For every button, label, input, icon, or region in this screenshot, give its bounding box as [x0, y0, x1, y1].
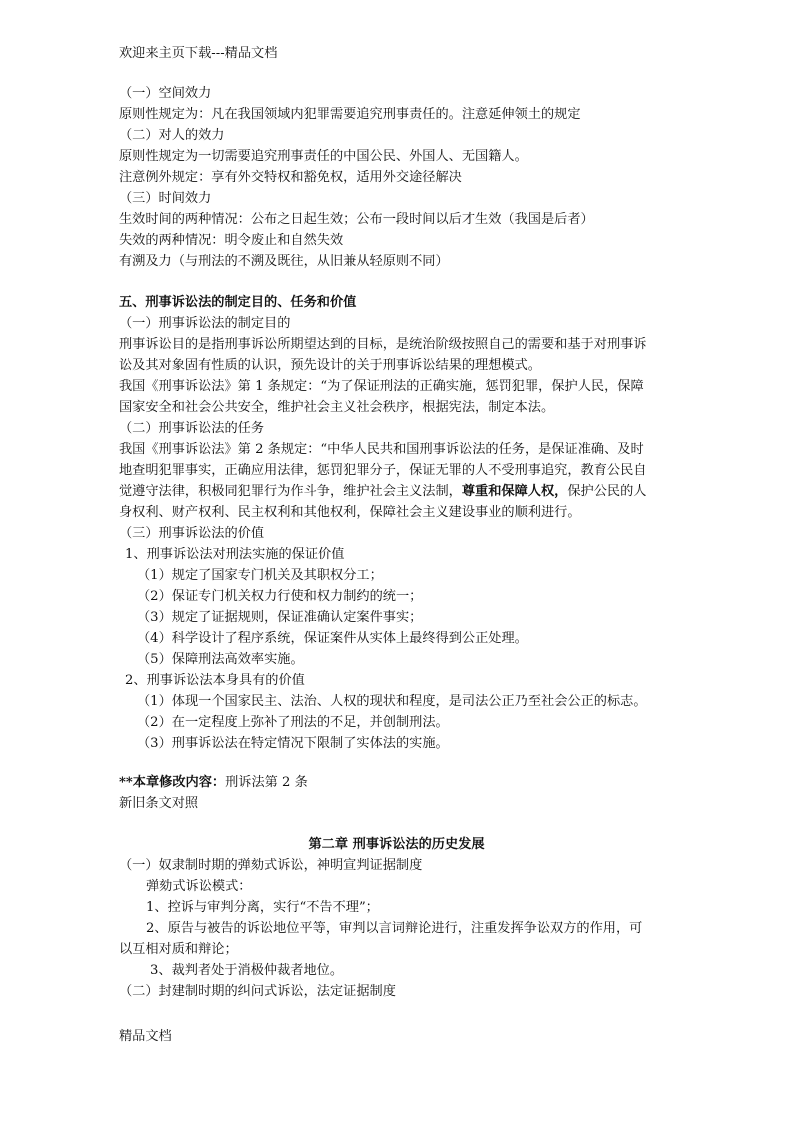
list-item: （1）规定了国家专门机关及其职权分工； [137, 568, 383, 583]
text-run: 保护公民的人 [567, 484, 647, 499]
list-item: （5）保障刑法高效率实施。 [137, 652, 304, 667]
list-item: 2、原告与被告的诉讼地位平等，审判以言词辩论进行，注重发挥争讼双方的作用，可 [146, 921, 643, 936]
subheading-time-effect: （三）时间效力 [119, 191, 212, 206]
subheading-personal-effect: （二）对人的效力 [119, 128, 225, 143]
list-item: （2）在一定程度上弥补了刑法的不足，并创制刑法。 [137, 715, 449, 730]
list-item: （1）体现一个国家民主、法治、人权的现状和程度，是司法公正乃至社会公正的标志。 [137, 694, 647, 709]
subheading-purpose: （一）刑事诉讼法的制定目的 [119, 316, 291, 331]
paragraph-line: 原则性规定为一切需要追究刑事责任的中国公民、外国人、无国籍人。 [119, 149, 528, 164]
subheading-slave-period: （一）奴隶制时期的弹劾式诉讼，神明宣判证据制度 [119, 858, 423, 873]
revision-value: 刑诉法第 2 条 [225, 775, 308, 790]
paragraph-line: 注意例外规定：享有外交特权和豁免权，适用外交途径解决 [119, 170, 462, 185]
paragraph-line: 地查明犯罪事实，正确应用法律，惩罚犯罪分子，保证无罪的人不受刑事追究，教育公民自 [119, 463, 647, 478]
list-heading: 1、刑事诉讼法对刑法实施的保证价值 [125, 547, 345, 562]
paragraph-line: 生效时间的两种情况：公布之日起生效；公布一段时间以后才生效（我国是后者） [119, 212, 594, 227]
paragraph-line: 刑事诉讼目的是指刑事诉讼所期望达到的目标，是统治阶级按照自己的需要和基于对刑事诉 [119, 337, 647, 352]
paragraph-line-with-emphasis [119, 481, 647, 502]
paragraph-line: 身权利、财产权利、民主权利和其他权利，保障社会主义建设事业的顺利进行。 [119, 505, 581, 520]
paragraph-line: 原则性规定为：凡在我国领域内犯罪需要追究刑事责任的。注意延伸领土的规定 [119, 107, 581, 122]
list-item: （4）科学设计了程序系统，保证案件从实体上最终得到公正处理。 [137, 631, 528, 646]
list-item: （3）刑事诉讼法在特定情况下限制了实体法的实施。 [137, 736, 449, 751]
list-item: 3、裁判者处于消极仲裁者地位。 [150, 963, 344, 978]
subheading-spatial-effect: （一）空间效力 [119, 86, 212, 101]
paragraph-line: 以互相对质和辩论； [119, 942, 238, 957]
revision-note [119, 772, 308, 793]
paragraph-line: 讼及其对象固有性质的认识，预先设计的关于刑事诉讼结果的理想模式。 [119, 358, 541, 373]
revision-label: **本章修改内容： [119, 775, 226, 790]
page-footer: 精品文档 [119, 1029, 172, 1044]
paragraph-line: 国家安全和社会公共安全，维护社会主义社会秩序，根据宪法，制定本法。 [119, 400, 555, 415]
paragraph-line: 我国《刑事诉讼法》第 1 条规定：“为了保证刑法的正确实施，惩罚犯罪，保护人民，保障 [119, 379, 644, 394]
list-item: （2）保证专门机关权力行使和权力制约的统一； [137, 589, 423, 604]
bold-emphasis: 尊重和保障人权， [461, 484, 568, 499]
paragraph-line: 失效的两种情况：明令废止和自然失效 [119, 233, 344, 248]
section-5-heading: 五、刑事诉讼法的制定目的、任务和价值 [119, 295, 357, 310]
list-heading: 2、刑事诉讼法本身具有的价值 [125, 673, 305, 688]
subheading-task: （二）刑事诉讼法的任务 [119, 421, 265, 436]
subheading-value: （三）刑事诉讼法的价值 [119, 526, 265, 541]
list-item: （3）规定了证据规则，保证准确认定案件事实； [137, 610, 423, 625]
paragraph-line: 有溯及力（与刑法的不溯及既往，从旧兼从轻原则不同） [119, 254, 449, 269]
page-header: 欢迎来主页下载---精品文档 [119, 46, 278, 61]
list-item: 1、控诉与审判分离，实行“不告不理”； [146, 900, 379, 915]
subheading-feudal-period: （二）封建制时期的纠问式诉讼，法定证据制度 [119, 984, 396, 999]
paragraph-line: 弹劾式诉讼模式： [146, 879, 252, 894]
chapter-2-title: 第二章 刑事诉讼法的历史发展 [308, 837, 485, 852]
text-run: 觉遵守法律，积极同犯罪行为作斗争，维护社会主义法制， [119, 484, 462, 499]
paragraph-line: 新旧条文对照 [119, 796, 199, 811]
paragraph-line: 我国《刑事诉讼法》第 2 条规定：“中华人民共和国刑事诉讼法的任务，是保证准确、及时 [119, 442, 644, 457]
